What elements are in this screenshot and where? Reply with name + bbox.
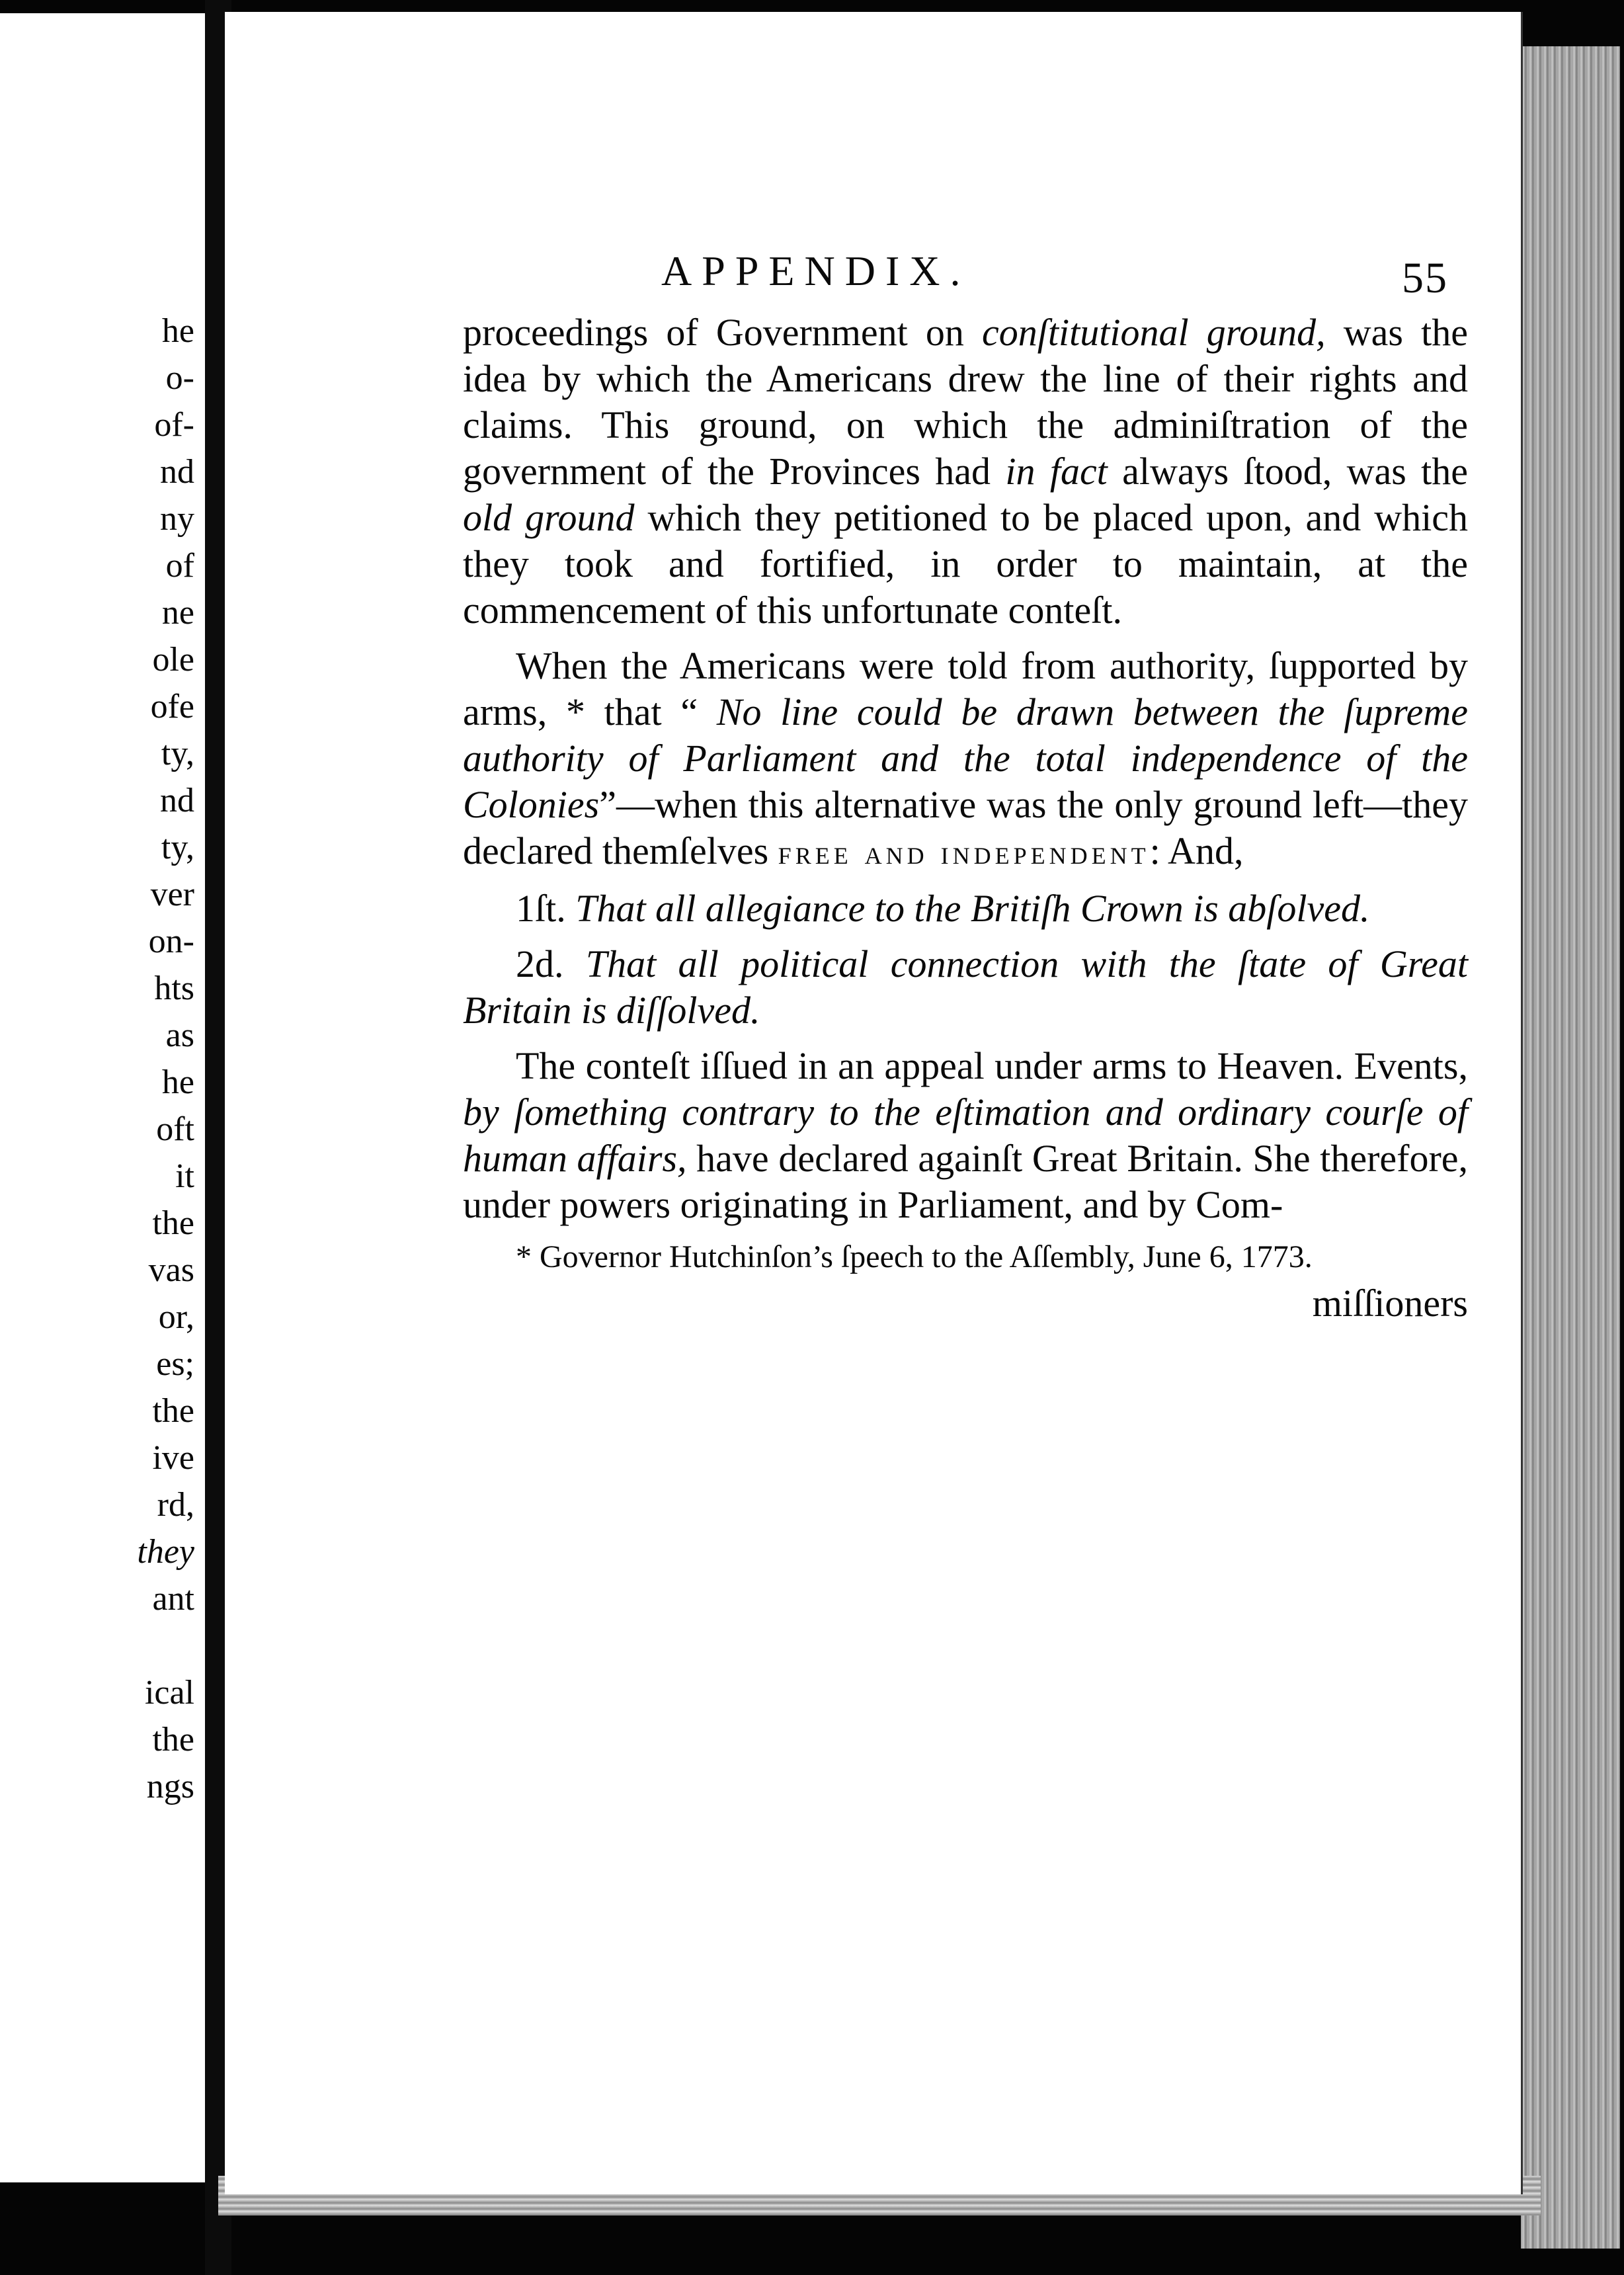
page-number: 55 (1402, 254, 1448, 302)
left-fragment: it (175, 1157, 194, 1195)
left-fragment: the (152, 1721, 194, 1758)
left-page-text-fragments (22, 308, 194, 1810)
left-fragment: o- (165, 359, 194, 397)
small-caps-run: free and independent (778, 834, 1150, 872)
item-text: That all allegiance to the Britiſh Crown is abſolved. (575, 887, 1370, 930)
paragraph-3 (463, 1043, 1468, 1228)
text-run: proceedings of Government on (463, 311, 983, 354)
catchword: miſſioners (1312, 1282, 1468, 1325)
left-fragment: ngs (146, 1768, 194, 1805)
text-run: always ſtood, was the (1107, 450, 1469, 493)
header-title: APPENDIX. (661, 247, 971, 294)
left-fragment: nd (160, 453, 194, 491)
left-fragment: ty, (161, 829, 194, 866)
italic-run: in fact (1005, 450, 1108, 493)
left-fragment: ant (152, 1580, 194, 1618)
left-fragment: ty, (161, 735, 194, 772)
left-fragment: the (152, 1392, 194, 1430)
left-fragment: of (165, 547, 194, 585)
left-fragment: hts (154, 970, 194, 1007)
paragraph-1 (463, 310, 1468, 634)
left-fragment: nd (160, 782, 194, 819)
quotation-italic: No line could be drawn between the ſupreme authority of Parliament and the total independence of the Colonies (463, 690, 1468, 826)
text-run: When the Americans were told from authority, ſupported by arms, * that “ (463, 644, 1468, 733)
left-fragment: as (165, 1016, 194, 1054)
item-number: 2d. (516, 942, 586, 985)
left-fragment: rd, (157, 1486, 194, 1524)
left-fragment: he (161, 1063, 194, 1101)
left-fragment: they (137, 1533, 194, 1571)
page-text-block (463, 247, 1468, 1325)
italic-run: conſtitutional ground, (982, 311, 1326, 354)
text-run: ”—when this alternative was the only ground left—they declared themſelves (463, 783, 1468, 872)
left-fragment: ole (152, 641, 194, 679)
left-page (0, 13, 209, 2182)
left-fragment: the (152, 1204, 194, 1242)
item-number: 1ſt. (516, 887, 576, 930)
paragraph-2 (463, 643, 1468, 876)
left-fragment: vas (148, 1251, 194, 1289)
left-fragment: es; (156, 1345, 194, 1383)
resolution-item-1 (463, 886, 1468, 932)
text-run: was the idea by which the Americans drew the line of their rights and claims. This ground, on which the adminiſtration of the government of the Provinces had (463, 311, 1468, 493)
running-header (463, 247, 1468, 310)
left-fragment (22, 1622, 194, 1669)
left-fragment: ne (161, 594, 194, 632)
left-fragment: he (161, 312, 194, 350)
text-run: have declared againſt Great Britain. She therefore, under powers originating in Parliament, and by Com- (463, 1137, 1469, 1226)
italic-run: by ſomething contrary to the eſtimation and ordinary courſe of human affairs, (463, 1091, 1468, 1180)
left-fragment: ofe (150, 688, 194, 725)
left-fragment: ver (150, 876, 194, 913)
text-run: which they petitioned to be placed upon, and which they took and fortified, in order to maintain, at the commencement of this unfortunate conteſt. (463, 496, 1468, 632)
left-fragment: of- (154, 406, 194, 444)
text-run: : And, (1149, 829, 1244, 872)
right-page (225, 12, 1521, 2194)
left-fragment: ical (144, 1674, 194, 1712)
body-text (463, 310, 1468, 1228)
resolution-item-2 (463, 941, 1468, 1034)
left-fragment: on- (148, 923, 194, 960)
footnote: * Governor Hutchinſon’s ſpeech to the Aſſembly, June 6, 1773. (516, 1239, 1313, 1274)
left-fragment: or, (158, 1298, 194, 1336)
left-fragment: ive (152, 1439, 194, 1477)
italic-run: old ground (463, 496, 635, 539)
page-edges-stack (1521, 46, 1620, 2249)
item-text: That all political connection with the ſtate of Great Britain is diſſolved. (463, 942, 1469, 1032)
left-fragment: ny (160, 500, 194, 538)
left-fragment: oft (156, 1110, 194, 1148)
text-run: The conteſt iſſued in an appeal under arms to Heaven. Events, (516, 1044, 1468, 1087)
